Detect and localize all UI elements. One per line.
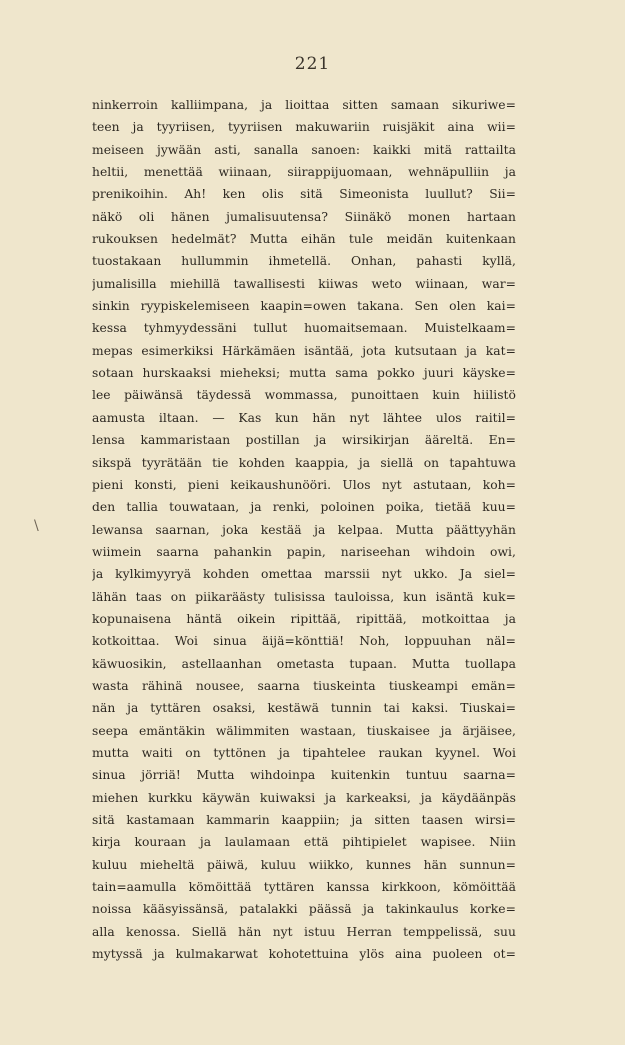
text-line: rukouksen hedelmät? Mutta eihän tule meidän kuitenkaan [92, 232, 516, 247]
text-line: näkö oli hänen jumalisuutensa? Siinäkö monen hartaan [92, 209, 516, 224]
text-line: miehen kurkku käywän kuiwaksi ja karkeaksi, ja käydäänpäs [92, 790, 516, 805]
text-line: noissa kääsyissänsä, patalakki päässä ja takinkaulus korke= [92, 902, 516, 917]
margin-mark: \ [34, 518, 39, 534]
text-line: mytyssä ja kulmakarwat kohotettuina ylös aina puoleen ot= [92, 947, 516, 962]
text-line: sinua jörriä! Mutta wihdoinpa kuitenkin tuntuu saarna= [92, 768, 516, 783]
body-text [92, 94, 516, 965]
text-line: sikspä tyyrätään tie kohden kaappia, ja siellä on tapahtuwa [92, 455, 516, 470]
text-line: pieni konsti, pieni keikaushunööri. Ulos nyt astutaan, koh= [92, 477, 516, 492]
text-line: wiimein saarna pahankin papin, nariseehan wihdoin owi, [92, 544, 516, 559]
text-line: jumalisilla miehillä tawallisesti kiiwas weto wiinaan, war= [92, 276, 516, 291]
text-line: lewansa saarnan, joka kestää ja kelpaa. Mutta päättyyhän [92, 522, 516, 537]
text-line: kessa tyhmyydessäni tullut huomaitsemaan. Muistelkaam= [92, 321, 516, 336]
text-line: sinkin ryypiskelemiseen kaapin=owen takana. Sen olen kai= [92, 299, 516, 314]
text-line: aamusta iltaan. — Kas kun hän nyt lähtee ulos raitil= [92, 410, 516, 425]
text-line: kotkoittaa. Woi sinua äijä=könttiä! Noh, loppuuhan näl= [92, 634, 516, 649]
text-line: tain=aamulla kömöittää tyttären kanssa kirkkoon, kömöittää [92, 880, 516, 895]
text-line: sotaan hurskaaksi mieheksi; mutta sama pokko juuri käyske= [92, 366, 516, 381]
text-line: prenikoihin. Ah! ken olis sitä Simeonista luullut? Sii= [92, 187, 516, 202]
text-line: heltii, menettää wiinaan, siirappijuomaan, wehnäpulliin ja [92, 165, 516, 180]
text-line: kirja kouraan ja laulamaan että pihtipielet wapisee. Niin [92, 835, 516, 850]
text-line: alla kenossa. Siellä hän nyt istuu Herran temppelissä, suu [92, 924, 516, 939]
text-line: wasta rähinä nousee, saarna tiuskeinta tiuskeampi emän= [92, 678, 516, 693]
text-line: tuostakaan hullummin ihmetellä. Onhan, pahasti kyllä, [92, 254, 516, 269]
text-line: ninkerroin kalliimpana, ja lioittaa sitten samaan sikuriwe= [92, 98, 516, 112]
text-line: kuluu mieheltä päiwä, kuluu wiikko, kunnes hän sunnun= [92, 857, 516, 872]
text-line: den tallia touwataan, ja renki, poloinen poika, tietää kuu= [92, 500, 516, 515]
text-line: meiseen jywään asti, sanalla sanoen: kaikki mitä rattailta [92, 142, 516, 157]
text-line: käwuosikin, astellaanhan ometasta tupaan. Mutta tuollapa [92, 656, 516, 671]
text-line: mutta waiti on tyttönen ja tipahtelee raukan kyynel. Woi [92, 745, 516, 760]
text-line: teen ja tyyriisen, tyyriisen makuwariin ruisjäkit aina wii= [92, 120, 516, 135]
text-line: seepa emäntäkin wälimmiten wastaan, tiuskaisee ja ärjäisee, [92, 723, 516, 738]
text-line: lähän taas on piikaräästy tulisissa tauloissa, kun isäntä kuk= [92, 589, 516, 604]
page-number: 221 [294, 54, 331, 74]
text-line: nän ja tyttären osaksi, kestäwä tunnin tai kaksi. Tiuskai= [92, 701, 516, 716]
text-line: kopunaisena häntä oikein ripittää, ripittää, motkoittaa ja [92, 611, 516, 626]
text-line: ja kylkimyyryä kohden omettaa marssii nyt ukko. Ja siel= [92, 567, 516, 582]
text-line: lensa kammaristaan postillan ja wirsikirjan ääreltä. En= [92, 433, 516, 448]
text-line: sitä kastamaan kammarin kaappiin; ja sitten taasen wirsi= [92, 813, 516, 827]
text-line: lee päiwänsä täydessä wommassa, punoittaen kuin hiilistö [92, 388, 516, 403]
text-line: mepas esimerkiksi Härkämäen isäntää, jota kutsutaan ja kat= [92, 343, 516, 358]
